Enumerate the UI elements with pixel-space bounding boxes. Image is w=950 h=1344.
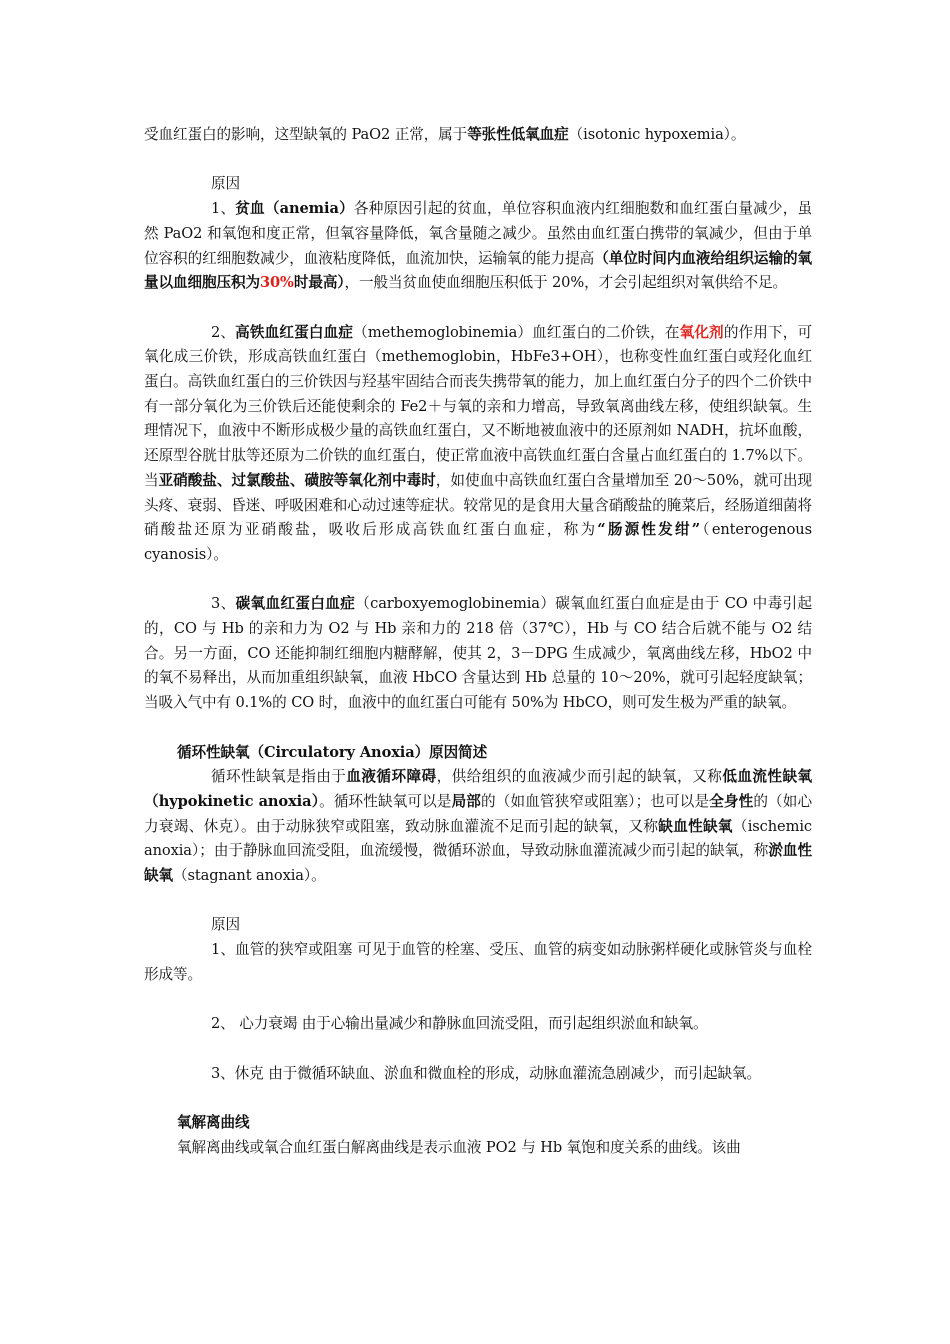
document-body (144, 123, 812, 1160)
text: 循环性缺氧是指由于 (211, 768, 347, 786)
text: ，如使血中高铁血红蛋白含量增加至 20～50%，就可出现头疼、衰弱、昏迷、呼吸困难和心动过速等症状。较常见的是食用大量含硝酸盐的腌菜后，经肠道细菌将硝酸盐还原为亚硝酸盐，吸收后形成高铁血红蛋白血症，称为 (144, 471, 812, 539)
text: 。循环性缺氧可以是 (319, 792, 452, 810)
spacer (144, 889, 812, 914)
spacer (144, 148, 812, 173)
paragraph-anemia (144, 197, 812, 296)
text: （methemoglobinemia）血红蛋白的二价铁，在 (353, 323, 680, 341)
text: （carboxyemoglobinemia）碳氧血红蛋白血症是由于 CO 中毒引起的，CO 与 Hb 的亲和力为 O2 与 Hb 亲和力的 218 倍（37℃），Hb 与 CO 结合后就不能与 O2 结合。另一方面，CO 还能抑制红细胞内糖酵解，使其 2，3－DPG 生成减少，氧离曲线左移，HbO2 中的氧不易释出，从而加重组织缺氧，血液 HbCO 含量达到 Hb 总量的 10～20%，就可引起轻度缺氧；当吸入气中有 0.1%的 CO 时，血液中的血红蛋白可能有 50%为 HbCO，则可发生极为严重的缺氧。 (144, 595, 812, 712)
text: 1、 (211, 200, 236, 218)
text: 2、 (211, 323, 236, 341)
text: 各种原因引起的贫血，单位容积血液内红细胞数和血红蛋白量减少，虽然 PaO2 和氧饱和度正常，但氧容量降低，氧含量随之减少。虽然由血红蛋白携带的氧减少，但由于单位容积的红细胞数减少，血液粘度降低，血流加快，运输氧的能力提高 (144, 200, 812, 267)
bold-term: 全身性 (709, 792, 754, 810)
paragraph-methemoglobinemia (144, 321, 812, 568)
text: 3、 (211, 595, 236, 613)
text: 的（如血管狭窄或阻塞）；也可以是 (481, 792, 710, 810)
spacer (144, 296, 812, 321)
heading-cause: 原因 (211, 916, 240, 934)
paragraph-carboxyhemoglobinemia (144, 592, 812, 716)
bold-term: 局部 (451, 792, 482, 810)
text: 的（如心力衰竭、休克）。由于动脉狭窄或阻塞，致动脉血灌流不足而引起的缺氧，又称 (144, 792, 812, 835)
spacer (144, 716, 812, 741)
bold-term: 淤血性缺氧 (144, 842, 813, 885)
section-heading-circulatory: 循环性缺氧（Circulatory Anoxia）原因简述 (177, 743, 488, 761)
text: 的作用下，可氧化成三价铁，形成高铁血红蛋白（methemoglobin，HbFe3+OH），也称变性血红蛋白或羟化血红蛋白。高铁血红蛋白的三价铁因与羟基牢固结合而丧失携带氧的能力，加上血红蛋白分子的四个二价铁中有一部分氧化为三价铁后还能使剩余的 Fe2＋与氧的亲和力增高，导致氧离曲线左移，使组织缺氧。生理情况下，血液中不断形成极少量的高铁血红蛋白，又不断地被血液中的还原剂如 NADH，抗坏血酸，还原型谷胱甘肽等还原为二价铁的血红蛋白，使正常血液中高铁血红蛋白含量占血红蛋白的 1.7%以下。当 (144, 323, 813, 489)
paragraph-isotonic (144, 123, 812, 148)
spacer (144, 988, 812, 1013)
red-highlight: 30% (259, 274, 294, 292)
bold-term: 时最高） (293, 274, 345, 292)
bold-term: 亚硝酸盐、过氯酸盐、磺胺等氧化剂中毒时 (158, 471, 436, 489)
spacer (144, 568, 812, 593)
section-heading-dissociation-curve: 氧解离曲线 (177, 1114, 250, 1131)
bold-term: 缺血性缺氧 (658, 817, 733, 835)
paragraph-shock: 3、休克 由于微循环缺血、淤血和微血栓的形成，动脉血灌流急剧减少，而引起缺氧。 (211, 1064, 761, 1082)
text: ，供给组织的血液减少而引起的缺氧，又称 (436, 768, 723, 786)
text: 受血红蛋白的影响，这型缺氧的 PaO2 正常，属于 (144, 126, 468, 143)
bold-term: 低血流性缺氧（hypokinetic anoxia） (144, 768, 812, 810)
spacer (144, 1037, 812, 1062)
paragraph-vessel-stenosis: 1、血管的狭窄或阻塞 可见于血管的栓塞、受压、血管的病变如动脉粥样硬化或脉管炎与血栓形成等。 (144, 941, 812, 983)
text: ，一般当贫血使血细胞压积低于 20%，才会引起组织对氧供给不足。 (344, 274, 788, 292)
bold-term: 高铁血红蛋白血症 (235, 323, 354, 341)
spacer (144, 1086, 812, 1111)
bold-term: （单位时间内血液给组织运输的氧量以血细胞压积为 (144, 249, 812, 292)
bold-term: “肠源性发绀” (597, 521, 701, 539)
text: （ischemic anoxia）；由于静脉血回流受阻，血流缓慢，微循环淤血，导致动脉血灌流减少而引起的缺氧，称 (144, 817, 812, 860)
bold-term: 碳氧血红蛋白血症 (235, 595, 356, 613)
paragraph-heart-failure: 2、 心力衰竭 由于心输出量减少和静脉血回流受阻，而引起组织淤血和缺氧。 (211, 1015, 708, 1033)
paragraph-circulatory (144, 765, 812, 889)
bold-term: 血液循环障碍 (346, 768, 437, 786)
text: （stagnant anoxia）。 (173, 867, 326, 885)
text: （enterogenous cyanosis）。 (144, 521, 812, 563)
red-highlight: 氧化剂 (679, 323, 724, 341)
bold-term: 等张性低氧血症 (467, 126, 569, 143)
heading-cause: 原因 (211, 175, 240, 193)
bold-term: 贫血（anemia） (235, 200, 354, 218)
paragraph-dissociation-curve: 氧解离曲线或氧合血红蛋白解离曲线是表示血液 PO2 与 Hb 氧饱和度关系的曲线。该曲 (177, 1138, 741, 1156)
text: （isotonic hypoxemia）。 (568, 126, 746, 143)
